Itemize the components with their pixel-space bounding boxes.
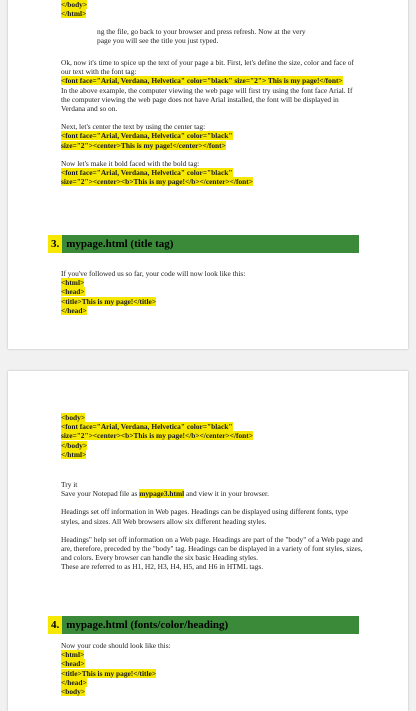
section-heading-4 bbox=[48, 616, 359, 634]
code-line: <body> bbox=[61, 687, 86, 697]
code-line: </html> bbox=[61, 9, 87, 19]
heading-number: 4. bbox=[48, 616, 62, 634]
paragraph: If you've followed us so far, your code will now look like this: bbox=[61, 269, 246, 278]
code-line: size="2"><center><b>This is my page!</b></center></font> bbox=[61, 177, 253, 187]
code-line: </body> bbox=[61, 440, 88, 450]
intro-paragraph: ng the file, go back to your browser and press refresh. Now at the very page you will see the title you just typed. bbox=[97, 27, 306, 46]
code-line: size="2"><center>This is my page!</center></font> bbox=[61, 140, 226, 150]
code-line: </head> bbox=[61, 677, 87, 687]
code-line: <head> bbox=[61, 659, 85, 669]
headings-section bbox=[61, 480, 363, 572]
final-code-section bbox=[61, 641, 363, 696]
title-tag-section bbox=[61, 269, 363, 315]
paragraph: Now let's make it bold faced with the bold tag: bbox=[61, 158, 200, 168]
code-line: <head> bbox=[61, 287, 85, 297]
code-line: <font face="Arial, Verdana, Helvetica" color="black" bbox=[61, 168, 233, 178]
paragraph: Ok, now it's time to spice up the text of your page a bit. First, let's define the size, color and face of our text with the font tag: bbox=[61, 58, 354, 77]
paragraph: Save your Notepad file as mypage3.html and view it in your browser. bbox=[61, 489, 269, 499]
code-line: <font face="Arial, Verdana, Helvetica" color="black" bbox=[61, 131, 233, 141]
font-tag-section bbox=[61, 58, 363, 186]
top-code-block bbox=[61, 0, 363, 18]
code-line: <title>This is my page!</title> bbox=[61, 296, 157, 306]
code-line: <font face="Arial, Verdana, Helvetica" color="black" bbox=[61, 422, 233, 432]
document-page-1 bbox=[8, 0, 408, 349]
code-line: <html> bbox=[61, 278, 85, 288]
heading-number: 3. bbox=[48, 235, 62, 253]
paragraph: In the above example, the computer viewing the web page will first try using the font face Arial. If the computer viewing the web page does not have Arial installed, the font will be displayed in Verdana and so on. bbox=[61, 85, 353, 114]
heading-text: mypage.html (title tag) bbox=[66, 238, 174, 250]
code-snippet: <font face="Arial, Verdana, Helvetica" color="black" size="2"> This is my page!</font> bbox=[61, 76, 343, 86]
code-line: </html> bbox=[61, 449, 87, 459]
section-heading-3 bbox=[48, 235, 359, 253]
try-it-label: Try it bbox=[61, 480, 78, 489]
filename-highlight: mypage3.html bbox=[139, 489, 185, 499]
paragraph: Headings" help set off information on a Web page. Headings are part of the "body" of a Web page and are, therefore, preceded by the "body" tag. Headings can be displayed in a variety of font styles, sizes, and colors. Every browser can handle the six basic Heading styles. bbox=[61, 534, 363, 563]
code-line: <body> bbox=[61, 413, 86, 422]
heading-text: mypage.html (fonts/color/heading) bbox=[66, 619, 229, 631]
code-line: size="2"><center><b>This is my page!</b></center></font> bbox=[61, 431, 253, 441]
paragraph: Headings set off information in Web pages. Headings can be displayed using different fonts, type styles, and sizes. All Web browsers allow six different heading styles. bbox=[61, 507, 349, 526]
code-line: <title>This is my page!</title> bbox=[61, 668, 157, 678]
document-page-2 bbox=[8, 371, 408, 711]
paragraph: These are referred to as H1, H2, H3, H4, H5, and H6 in HTML tags. bbox=[61, 562, 264, 572]
paragraph: Next, let's center the text by using the center tag: bbox=[61, 122, 206, 132]
code-line: <html> bbox=[61, 650, 85, 660]
body-code-block bbox=[61, 413, 363, 459]
code-line: </body> bbox=[61, 0, 88, 9]
code-line: </head> bbox=[61, 305, 87, 315]
paragraph: Now your code should look like this: bbox=[61, 641, 171, 650]
